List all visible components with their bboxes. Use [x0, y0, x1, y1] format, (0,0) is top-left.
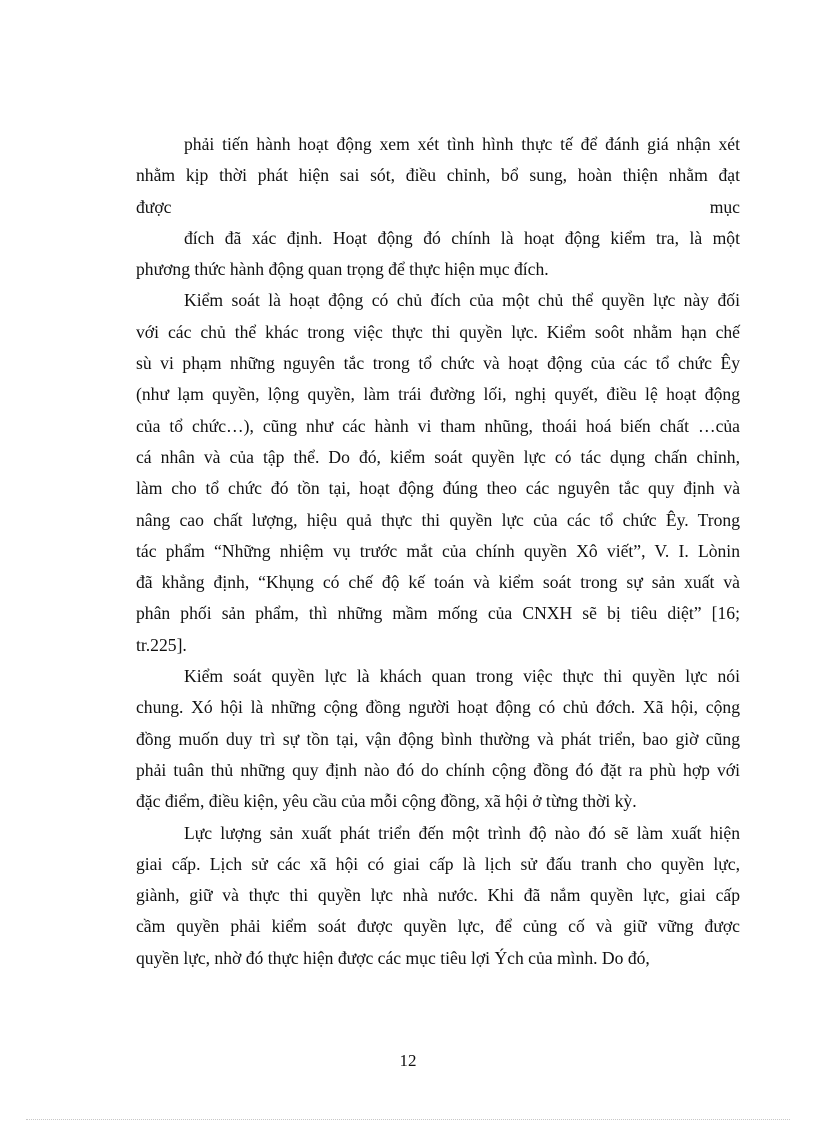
text-line: (như lạm quyền, lộng quyền, làm trái đường lối, nghị quyết, điều lệ hoạt động — [136, 384, 740, 405]
text-line: phân phối sản phẩm, thì những mầm mống của CNXH sẽ bị tiêu diệt” [16; — [136, 603, 740, 624]
text-line: Kiểm soát quyền lực là khách quan trong việc thực thi quyền lực nói — [184, 666, 740, 687]
text-line: chung. Xó hội là những cộng đồng người hoạt động có chủ đớch. Xã hội, cộng — [136, 697, 740, 718]
text-line: phải tiến hành hoạt động xem xét tình hình thực tế để đánh giá nhận xét — [184, 134, 740, 154]
text-line — [136, 192, 740, 223]
text-line: cầm quyền phải kiểm soát được quyền lực, để củng cố và giữ vững được — [136, 916, 740, 937]
text-line: tác phẩm “Những nhiệm vụ trước mắt của chính quyền Xô viết”, V. I. Lònin — [136, 540, 740, 561]
text-line: đích đã xác định. Hoạt động đó chính là hoạt động kiểm tra, là một — [184, 227, 740, 248]
text-line: sù vi phạm những nguyên tắc trong tổ chức và hoạt động của các tổ chức Êy — [136, 353, 740, 374]
text-line: tr.225]. — [136, 634, 187, 655]
text-line: phải tuân thủ những quy định nào đó do chính cộng đồng đó đặt ra phù hợp với — [136, 759, 740, 780]
text-line-left: được — [136, 196, 172, 217]
text-line: Kiểm soát là hoạt động có chủ đích của một chủ thể quyền lực này đối — [184, 290, 740, 311]
page-bottom-border — [26, 1119, 790, 1120]
text-line: giành, giữ và thực thi quyền lực nhà nước. Khi đã nắm quyền lực, giai cấp — [136, 885, 740, 906]
text-line: giai cấp. Lịch sử các xã hội có giai cấp là lịch sử đấu tranh cho quyền lực, — [136, 853, 740, 874]
text-line: Lực lượng sản xuất phát triển đến một trình độ nào đó sẽ làm xuất hiện — [184, 822, 740, 843]
body-text — [136, 129, 740, 974]
text-line: nâng cao chất lượng, hiệu quả thực thi quyền lực của các tổ chức Êy. Trong — [136, 509, 740, 530]
text-line: cá nhân và của tập thể. Do đó, kiểm soát quyền lực có tác dụng chấn chỉnh, — [136, 446, 740, 467]
text-line: nhằm kịp thời phát hiện sai sót, điều chỉnh, bổ sung, hoàn thiện nhằm đạt — [136, 165, 740, 186]
text-line: đặc điểm, điều kiện, yêu cầu của mỗi cộng đồng, xã hội ở từng thời kỳ. — [136, 791, 637, 812]
text-line: của tổ chức…), cũng như các hành vi tham nhũng, thoái hoá biến chất …của — [136, 415, 740, 436]
text-line: với các chủ thể khác trong việc thực thi quyền lực. Kiểm soôt nhằm hạn chế — [136, 321, 740, 342]
text-line-right: mục — [709, 196, 740, 217]
text-line: quyền lực, nhờ đó thực hiện được các mục tiêu lợi Ých của mình. Do đó, — [136, 947, 650, 968]
text-line: phương thức hành động quan trọng để thực hiện mục đích. — [136, 259, 549, 280]
text-line: đã khẳng định, “Khụng có chế độ kế toán và kiểm soát trong sự sản xuất và — [136, 572, 740, 593]
page-number: 12 — [399, 1051, 417, 1070]
text-line: đồng muốn duy trì sự tồn tại, vận động bình thường và phát triển, bao giờ cũng — [136, 728, 740, 749]
text-line: làm cho tổ chức đó tồn tại, hoạt động đúng theo các nguyên tắc quy định và — [136, 478, 740, 499]
